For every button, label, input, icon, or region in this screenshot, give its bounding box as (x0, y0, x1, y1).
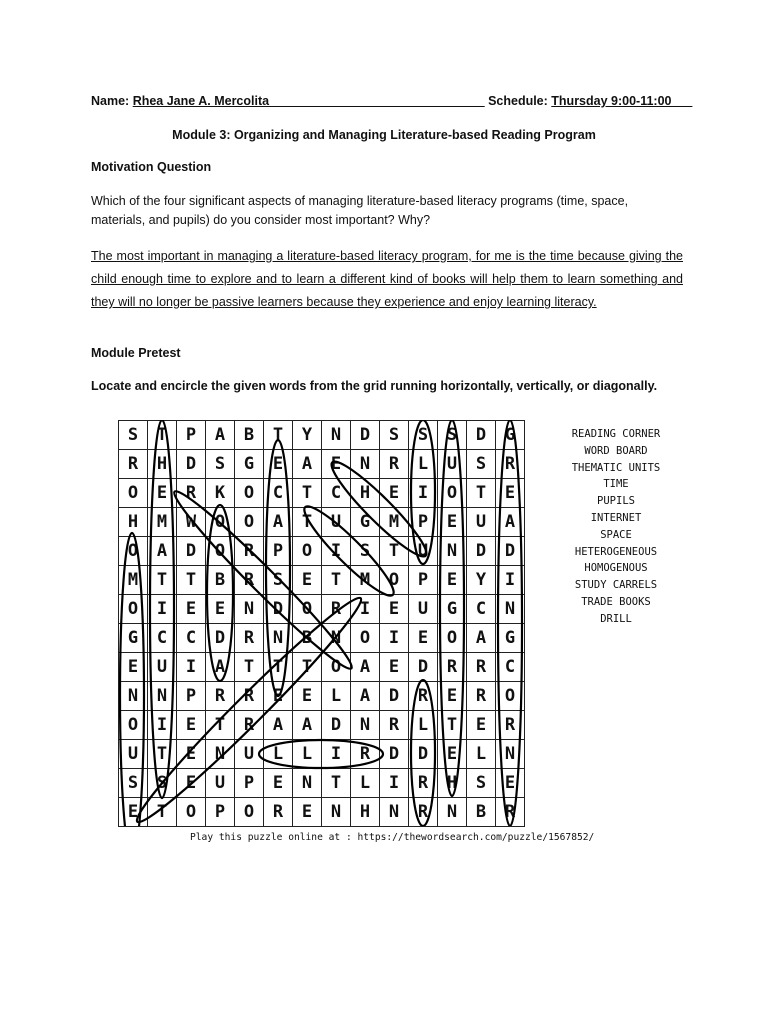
word-search-puzzle (118, 420, 524, 826)
grid-cell: A (293, 450, 322, 479)
grid-cell: D (409, 653, 438, 682)
grid-cell: S (264, 566, 293, 595)
grid-cell: M (148, 508, 177, 537)
grid-cell: M (119, 566, 148, 595)
grid-cell: N (293, 769, 322, 798)
grid-cell: U (409, 537, 438, 566)
grid-cell: R (409, 682, 438, 711)
grid-cell: E (119, 798, 148, 827)
word-list-item: WORD BOARD (584, 444, 648, 457)
pretest-instruction: Locate and encircle the given words from the grid running horizontally, vertically, or diagonally. (91, 379, 658, 393)
grid-cell: R (264, 798, 293, 827)
grid-cell: E (293, 798, 322, 827)
answer-text: The most important in managing a literature-based literacy program, for me is the time because giving the child enough time to explore and to learn a different kind of books will help them to learn something and they will no longer be passive learners because they experience and enjoy learning literacy. (91, 249, 683, 309)
grid-cell: P (235, 769, 264, 798)
grid-cell: D (322, 711, 351, 740)
grid-cell: S (467, 769, 496, 798)
grid-cell: E (438, 740, 467, 769)
grid-cell: R (438, 653, 467, 682)
grid-cell: A (351, 653, 380, 682)
grid-cell: R (322, 595, 351, 624)
grid-cell: E (438, 508, 467, 537)
grid-cell: L (351, 769, 380, 798)
grid-cell: G (351, 508, 380, 537)
grid-cell: I (148, 711, 177, 740)
grid-cell: D (177, 537, 206, 566)
grid-cell: C (148, 624, 177, 653)
grid-cell: S (119, 769, 148, 798)
word-list-item: INTERNET (590, 511, 642, 524)
grid-cell: U (148, 653, 177, 682)
grid-cell: M (351, 566, 380, 595)
grid-cell: G (235, 450, 264, 479)
grid-cell: L (322, 682, 351, 711)
grid-cell: E (380, 653, 409, 682)
word-list-item: HETEROGENEOUS (574, 545, 658, 558)
grid-cell: E (496, 769, 525, 798)
grid-cell: S (351, 537, 380, 566)
grid-cell: N (235, 595, 264, 624)
grid-cell: E (409, 624, 438, 653)
grid-cell: T (438, 711, 467, 740)
grid-cell: E (293, 566, 322, 595)
grid-cell: I (148, 595, 177, 624)
grid-cell: D (177, 450, 206, 479)
grid-cell: O (119, 595, 148, 624)
grid-cell: G (496, 421, 525, 450)
grid-cell: T (264, 421, 293, 450)
grid-cell: U (206, 769, 235, 798)
grid-cell: N (206, 740, 235, 769)
grid-cell: L (409, 450, 438, 479)
grid-cell: I (177, 653, 206, 682)
grid-cell: R (235, 624, 264, 653)
grid-cell: R (496, 450, 525, 479)
grid-cell: E (264, 769, 293, 798)
grid-cell: N (496, 740, 525, 769)
grid-cell: N (496, 595, 525, 624)
grid-cell: E (264, 682, 293, 711)
grid-cell: R (351, 740, 380, 769)
grid-cell: O (351, 624, 380, 653)
grid-cell: R (467, 653, 496, 682)
grid-cell: D (380, 682, 409, 711)
grid-cell: T (467, 479, 496, 508)
grid-cell: E (380, 595, 409, 624)
grid-cell: O (119, 479, 148, 508)
grid-cell: O (293, 537, 322, 566)
grid-cell: C (496, 653, 525, 682)
grid-cell: E (148, 479, 177, 508)
grid-cell: T (235, 653, 264, 682)
word-list-item: TIME (603, 478, 629, 491)
grid-cell: R (206, 682, 235, 711)
grid-cell: H (351, 479, 380, 508)
grid-cell: D (496, 537, 525, 566)
grid-cell: T (206, 711, 235, 740)
grid-cell: O (496, 682, 525, 711)
grid-cell: U (322, 508, 351, 537)
grid-cell: E (264, 450, 293, 479)
grid-cell: S (148, 769, 177, 798)
grid-cell: N (119, 682, 148, 711)
word-list-item: TRADE BOOKS (581, 595, 651, 608)
grid-cell: R (409, 769, 438, 798)
grid-cell: T (322, 566, 351, 595)
grid-cell: R (235, 711, 264, 740)
grid-cell: K (206, 479, 235, 508)
grid-cell: B (467, 798, 496, 827)
grid-cell: P (177, 421, 206, 450)
grid-cell: T (293, 653, 322, 682)
grid-cell: O (235, 508, 264, 537)
grid-cell: S (380, 421, 409, 450)
word-list-item: SPACE (600, 528, 632, 541)
student-name: Rhea Jane A. Mercolita_______________________________ (132, 94, 485, 108)
grid-cell: I (380, 769, 409, 798)
grid-cell: R (177, 479, 206, 508)
grid-cell: H (438, 769, 467, 798)
grid-cell: I (322, 740, 351, 769)
grid-cell: E (177, 740, 206, 769)
grid-cell: N (148, 682, 177, 711)
grid-cell: L (467, 740, 496, 769)
grid-cell: E (177, 769, 206, 798)
grid-cell: U (409, 595, 438, 624)
grid-cell: C (322, 479, 351, 508)
grid-cell: A (496, 508, 525, 537)
grid-cell: G (438, 595, 467, 624)
grid-cell: O (235, 798, 264, 827)
grid-cell: R (119, 450, 148, 479)
grid-cell: O (293, 595, 322, 624)
grid-cell: E (206, 595, 235, 624)
grid-cell: A (264, 711, 293, 740)
grid-cell: E (293, 682, 322, 711)
grid-cell: E (177, 711, 206, 740)
grid-cell: I (496, 566, 525, 595)
grid-cell: A (264, 508, 293, 537)
grid-cell: A (206, 653, 235, 682)
grid-cell: D (351, 421, 380, 450)
grid-cell: A (293, 711, 322, 740)
motivation-heading: Motivation Question (91, 160, 212, 174)
grid-cell: N (351, 711, 380, 740)
grid-cell: O (380, 566, 409, 595)
word-list-item: STUDY CARRELS (574, 579, 658, 592)
grid-cell: P (409, 566, 438, 595)
grid-cell: G (496, 624, 525, 653)
grid-cell: R (496, 798, 525, 827)
grid-cell: N (322, 421, 351, 450)
grid-cell: U (119, 740, 148, 769)
grid-cell: R (467, 682, 496, 711)
grid-cell: T (322, 769, 351, 798)
grid-cell: T (148, 566, 177, 595)
grid-cell: N (438, 798, 467, 827)
grid-cell: H (148, 450, 177, 479)
module-title: Module 3: Organizing and Managing Literature-based Reading Program (172, 128, 596, 142)
grid-cell: N (322, 624, 351, 653)
grid-cell: R (380, 450, 409, 479)
grid-cell: O (438, 624, 467, 653)
grid-cell: U (467, 508, 496, 537)
grid-cell: Y (467, 566, 496, 595)
grid-cell: D (206, 624, 235, 653)
grid-cell: O (119, 537, 148, 566)
grid-cell: P (264, 537, 293, 566)
grid-cell: P (206, 798, 235, 827)
word-list-item: DRILL (600, 612, 632, 625)
grid-cell: P (409, 508, 438, 537)
grid-cell: S (119, 421, 148, 450)
grid-cell: E (438, 566, 467, 595)
grid-cell: T (177, 566, 206, 595)
name-label: Name: (91, 94, 133, 108)
grid-cell: R (409, 798, 438, 827)
grid-cell: T (148, 421, 177, 450)
grid-cell: D (409, 740, 438, 769)
grid-cell: Y (293, 421, 322, 450)
grid-cell: T (293, 508, 322, 537)
grid-cell: O (235, 479, 264, 508)
grid-cell: I (351, 595, 380, 624)
grid-cell: O (322, 653, 351, 682)
grid-cell: T (148, 798, 177, 827)
grid-cell: I (409, 479, 438, 508)
grid-cell: B (206, 566, 235, 595)
grid-cell: A (467, 624, 496, 653)
grid-cell: C (264, 479, 293, 508)
schedule-label: Schedule: (484, 94, 552, 108)
puzzle-footer-link: Play this puzzle online at : https://thewordsearch.com/puzzle/1567852/ (190, 832, 595, 843)
grid-cell: W (177, 508, 206, 537)
grid-cell: R (380, 711, 409, 740)
grid-cell: S (467, 450, 496, 479)
grid-cell: S (206, 450, 235, 479)
grid-cell: R (496, 711, 525, 740)
grid-cell: N (264, 624, 293, 653)
letter-grid (118, 420, 525, 827)
motivation-question: Which of the four significant aspects of managing literature-based literacy programs (time, space, materials, and pupils) do you consider most important? Why? (91, 194, 629, 227)
grid-cell: E (322, 450, 351, 479)
grid-cell: L (409, 711, 438, 740)
grid-cell: N (380, 798, 409, 827)
grid-cell: P (177, 682, 206, 711)
grid-cell: C (177, 624, 206, 653)
grid-cell: O (177, 798, 206, 827)
grid-cell: T (380, 537, 409, 566)
grid-cell: E (438, 682, 467, 711)
grid-cell: O (206, 508, 235, 537)
word-list-item: THEMATIC UNITS (571, 461, 661, 474)
grid-cell: O (119, 711, 148, 740)
grid-cell: B (235, 421, 264, 450)
grid-cell: D (467, 421, 496, 450)
word-list-item: PUPILS (597, 495, 635, 508)
grid-cell: E (380, 479, 409, 508)
grid-cell: O (206, 537, 235, 566)
grid-cell: A (206, 421, 235, 450)
grid-cell: I (380, 624, 409, 653)
grid-cell: E (467, 711, 496, 740)
pretest-heading: Module Pretest (91, 346, 181, 360)
grid-cell: N (351, 450, 380, 479)
grid-cell: N (438, 537, 467, 566)
grid-cell: S (409, 421, 438, 450)
grid-cell: U (438, 450, 467, 479)
grid-cell: L (264, 740, 293, 769)
grid-cell: D (264, 595, 293, 624)
grid-cell: E (496, 479, 525, 508)
grid-cell: R (235, 682, 264, 711)
grid-cell: E (177, 595, 206, 624)
grid-cell: T (293, 479, 322, 508)
grid-cell: H (119, 508, 148, 537)
grid-cell: S (438, 421, 467, 450)
grid-cell: B (293, 624, 322, 653)
grid-cell: G (119, 624, 148, 653)
grid-cell: R (235, 537, 264, 566)
grid-cell: T (148, 740, 177, 769)
word-list-item: READING CORNER (571, 428, 661, 440)
grid-cell: O (438, 479, 467, 508)
grid-cell: T (264, 653, 293, 682)
grid-cell: A (148, 537, 177, 566)
grid-cell: U (235, 740, 264, 769)
grid-cell: C (467, 595, 496, 624)
grid-cell: D (380, 740, 409, 769)
word-list (536, 426, 696, 628)
grid-cell: R (235, 566, 264, 595)
grid-cell: I (322, 537, 351, 566)
grid-cell: M (380, 508, 409, 537)
grid-cell: L (293, 740, 322, 769)
grid-cell: E (119, 653, 148, 682)
grid-cell: A (351, 682, 380, 711)
word-list-item: HOMOGENOUS (584, 562, 648, 575)
grid-cell: N (322, 798, 351, 827)
name-schedule-line (91, 94, 692, 108)
grid-cell: D (467, 537, 496, 566)
schedule-value: Thursday 9:00-11:00___ (551, 94, 693, 108)
grid-cell: H (351, 798, 380, 827)
